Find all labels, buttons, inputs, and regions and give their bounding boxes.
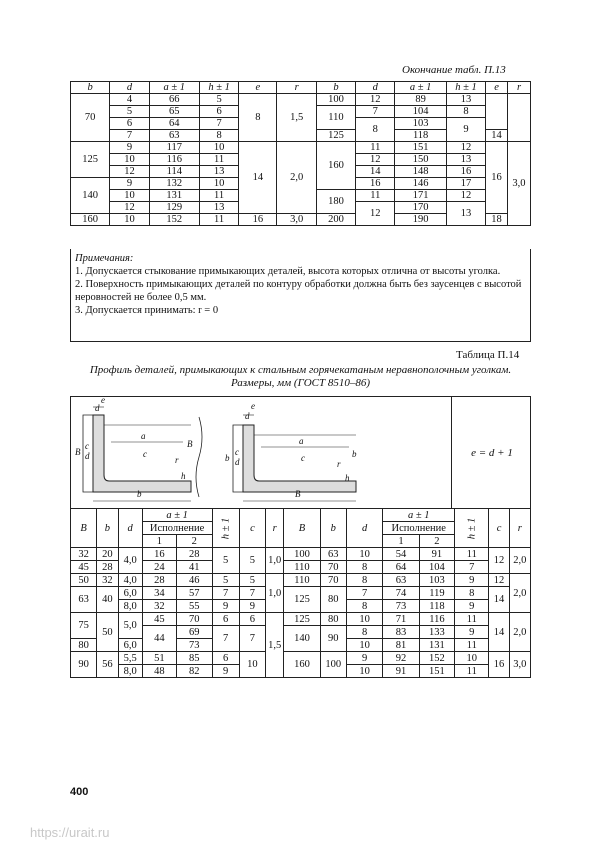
cell: 12 xyxy=(489,548,509,574)
cell: 7 xyxy=(110,130,149,142)
cell: 125 xyxy=(71,142,110,178)
table-p13 xyxy=(70,81,531,226)
dim-d: d xyxy=(235,457,240,467)
cell: 10 xyxy=(199,142,238,154)
cell: 10 xyxy=(346,613,382,626)
cell: 75 xyxy=(71,613,97,639)
cell: 46 xyxy=(177,574,212,587)
cell: 57 xyxy=(177,587,212,600)
cell: 13 xyxy=(446,94,485,106)
col-header: B xyxy=(284,509,320,548)
cell: 12 xyxy=(356,154,395,166)
cell: 146 xyxy=(395,178,446,190)
cell: 14 xyxy=(489,613,509,652)
cell: 63 xyxy=(320,548,346,561)
cell: 9 xyxy=(110,178,149,190)
cell: 148 xyxy=(395,166,446,178)
cell: 82 xyxy=(177,665,212,678)
cell: 16 xyxy=(239,214,277,226)
cell: 89 xyxy=(395,94,446,106)
cell: 66 xyxy=(149,94,199,106)
dim-d: d xyxy=(85,451,90,461)
cell: 1,5 xyxy=(277,94,316,142)
cell: 8 xyxy=(356,118,395,142)
col-header: r xyxy=(277,82,316,94)
cell: 16 xyxy=(446,166,485,178)
table-row xyxy=(71,142,531,154)
dim-r: r xyxy=(337,459,341,469)
cell: 151 xyxy=(419,665,454,678)
cell: 12 xyxy=(356,202,395,226)
cell: 11 xyxy=(455,548,489,561)
cell: 32 xyxy=(71,548,97,561)
cell: 50 xyxy=(71,574,97,587)
cell: 8 xyxy=(346,574,382,587)
dim-d: d xyxy=(95,403,100,413)
cell: 5 xyxy=(199,94,238,106)
cell: 4,0 xyxy=(118,574,142,587)
cell: 85 xyxy=(177,652,212,665)
cell: 6 xyxy=(212,613,239,626)
cell: 9 xyxy=(446,118,485,142)
cell: 152 xyxy=(419,652,454,665)
watermark[interactable]: https://urait.ru xyxy=(30,825,110,840)
cell: 80 xyxy=(320,613,346,626)
cell: 11 xyxy=(455,665,489,678)
cell: 14 xyxy=(356,166,395,178)
cell: 160 xyxy=(71,214,110,226)
cell: 91 xyxy=(383,665,419,678)
col-header: Исполнение xyxy=(383,522,455,535)
cell: 6 xyxy=(199,106,238,118)
cell: 10 xyxy=(239,652,265,678)
cell: 118 xyxy=(419,600,454,613)
col-header: B xyxy=(71,509,97,548)
dim-e: e xyxy=(101,397,105,405)
note-1: 1. Допускается стыкование примыкающих деталей, высота которых отлична от высоты уголка. xyxy=(75,266,501,277)
cell: 160 xyxy=(316,142,355,190)
cell: 12 xyxy=(356,94,395,106)
cell: 73 xyxy=(177,639,212,652)
col-header: c xyxy=(239,509,265,548)
cell: 2,0 xyxy=(509,613,530,652)
cell: 13 xyxy=(446,202,485,226)
cell: 103 xyxy=(419,574,454,587)
cell: 48 xyxy=(142,665,176,678)
col-header: a ± 1 xyxy=(149,82,199,94)
cell: 11 xyxy=(199,190,238,202)
table-p14 xyxy=(70,508,531,678)
cell: 100 xyxy=(320,652,346,678)
cell: 41 xyxy=(177,561,212,574)
cell: 151 xyxy=(395,142,446,154)
col-header xyxy=(455,509,489,548)
table-row xyxy=(71,94,531,106)
col-header: h ± 1 xyxy=(199,82,238,94)
col-header: a ± 1 xyxy=(395,82,446,94)
cell: 70 xyxy=(71,94,110,142)
cell: 63 xyxy=(71,587,97,613)
col-header: 2 xyxy=(419,535,454,548)
cell: 150 xyxy=(395,154,446,166)
cell: 2,0 xyxy=(277,142,316,214)
cell: 6,0 xyxy=(118,587,142,600)
cell: 9 xyxy=(346,652,382,665)
cell: 104 xyxy=(395,106,446,118)
cell: 11 xyxy=(356,142,395,154)
cell: 1,0 xyxy=(266,574,284,613)
cell: 160 xyxy=(284,652,320,678)
cell: 14 xyxy=(239,142,277,214)
cell: 116 xyxy=(149,154,199,166)
cell: 116 xyxy=(419,613,454,626)
cell: 10 xyxy=(346,548,382,561)
cell: 16 xyxy=(486,142,508,214)
col-header: b xyxy=(316,82,355,94)
cell: 8 xyxy=(199,130,238,142)
cell: 63 xyxy=(149,130,199,142)
dim-d: d xyxy=(245,411,250,421)
cell: 64 xyxy=(149,118,199,130)
col-header: b xyxy=(320,509,346,548)
cell: 10 xyxy=(346,665,382,678)
dim-b: b xyxy=(225,453,230,463)
col-header: Исполнение xyxy=(142,522,212,535)
cell: 7 xyxy=(212,587,239,600)
cell: 12 xyxy=(446,190,485,202)
notes-title: Примечания: xyxy=(75,253,134,264)
cell: 65 xyxy=(149,106,199,118)
cell: 16 xyxy=(142,548,176,561)
col-header: d xyxy=(110,82,149,94)
cell: 34 xyxy=(142,587,176,600)
col-header: r xyxy=(266,509,284,548)
col-header: d xyxy=(118,509,142,548)
cell: 103 xyxy=(395,118,446,130)
cell: 16 xyxy=(489,652,509,678)
cell: 140 xyxy=(284,626,320,652)
cell: 3,0 xyxy=(509,652,530,678)
page-number: 400 xyxy=(70,786,89,798)
cell: 55 xyxy=(177,600,212,613)
note-3: 3. Допускается принимать: r = 0 xyxy=(75,305,219,316)
col-header: d xyxy=(346,509,382,548)
cell: 18 xyxy=(486,214,508,226)
cell: 11 xyxy=(455,639,489,652)
cell: 9 xyxy=(455,574,489,587)
cell: 7 xyxy=(199,118,238,130)
dim-b: b xyxy=(352,449,357,459)
cell: 28 xyxy=(142,574,176,587)
cell: 44 xyxy=(142,626,176,652)
cell: 9 xyxy=(110,142,149,154)
cell: 5,0 xyxy=(118,613,142,639)
cell: 104 xyxy=(419,561,454,574)
cell: 12 xyxy=(110,166,149,178)
cell: 8 xyxy=(346,561,382,574)
col-header: e xyxy=(486,82,508,94)
cell: 50 xyxy=(97,613,118,652)
cell: 5 xyxy=(212,574,239,587)
cell: 3,0 xyxy=(277,214,316,226)
col-header: e xyxy=(239,82,277,94)
cell: 114 xyxy=(149,166,199,178)
cell: 117 xyxy=(149,142,199,154)
cell: 92 xyxy=(383,652,419,665)
formula: e = d + 1 xyxy=(471,447,513,459)
cell: 9 xyxy=(212,600,239,613)
cell: 7 xyxy=(455,561,489,574)
cell: 171 xyxy=(395,190,446,202)
cell: 9 xyxy=(212,665,239,678)
cell: 110 xyxy=(316,106,355,130)
cell: 14 xyxy=(489,587,509,613)
cell: 11 xyxy=(455,613,489,626)
cell: 8 xyxy=(455,587,489,600)
cell: 180 xyxy=(316,190,355,214)
cell: 140 xyxy=(71,178,110,214)
cell: 4,0 xyxy=(118,548,142,574)
col-header: 1 xyxy=(142,535,176,548)
cell: 69 xyxy=(177,626,212,639)
cell: 10 xyxy=(110,154,149,166)
cell: 8 xyxy=(446,106,485,118)
cell: 28 xyxy=(177,548,212,561)
cell: 11 xyxy=(199,154,238,166)
col-header: c xyxy=(489,509,509,548)
cell: 131 xyxy=(149,190,199,202)
cell: 20 xyxy=(97,548,118,561)
cell: 7 xyxy=(239,626,265,652)
cell: 8 xyxy=(346,600,382,613)
cell: 80 xyxy=(71,639,97,652)
col-header xyxy=(212,509,239,548)
cell: 125 xyxy=(284,587,320,613)
table-caption: Профиль деталей, примыкающих к стальным горячекатаным неравнополочным уголкам. Размеры, мм (ГОСТ 8510–86) xyxy=(89,364,512,389)
col-header: b xyxy=(97,509,118,548)
cell: 45 xyxy=(142,613,176,626)
cell: 9 xyxy=(239,600,265,613)
cell: 118 xyxy=(395,130,446,142)
dim-c: c xyxy=(235,447,239,457)
cell: 64 xyxy=(383,561,419,574)
cell: 10 xyxy=(455,652,489,665)
cell: 91 xyxy=(419,548,454,561)
cell: 90 xyxy=(320,626,346,652)
col-header: h ± 1 xyxy=(446,82,485,94)
cell: 32 xyxy=(142,600,176,613)
continuation-title: Окончание табл. П.13 xyxy=(402,64,506,76)
cell: 7 xyxy=(212,626,239,652)
cell: 16 xyxy=(356,178,395,190)
dim-r: r xyxy=(175,455,179,465)
cell: 13 xyxy=(199,202,238,214)
cell: 3,0 xyxy=(507,142,530,226)
cell: 2,0 xyxy=(509,574,530,613)
table-header-row xyxy=(71,82,531,94)
col-header: b xyxy=(71,82,110,94)
table-row xyxy=(71,574,531,587)
cell: 6,0 xyxy=(118,639,142,652)
dim-e: e xyxy=(251,401,255,411)
cell: 7 xyxy=(356,106,395,118)
dim-B: B xyxy=(295,489,301,499)
cell: 6 xyxy=(110,118,149,130)
table-row xyxy=(71,548,531,561)
cell: 11 xyxy=(356,190,395,202)
cell: 8,0 xyxy=(118,665,142,678)
dim-h: h xyxy=(181,471,186,481)
dim-c: c xyxy=(85,441,89,451)
cell: 70 xyxy=(177,613,212,626)
cell: 6 xyxy=(239,613,265,626)
cell: 5 xyxy=(239,548,265,574)
cell: 70 xyxy=(320,574,346,587)
cell: 71 xyxy=(383,613,419,626)
cell: 170 xyxy=(395,202,446,214)
cell: 74 xyxy=(383,587,419,600)
cell: 7 xyxy=(239,587,265,600)
cell: 17 xyxy=(446,178,485,190)
col-header: 1 xyxy=(383,535,419,548)
notes-block xyxy=(70,249,531,342)
angle-profile-right xyxy=(221,397,371,509)
cell: 9 xyxy=(455,626,489,639)
table-header-row xyxy=(71,509,531,522)
cell: 12 xyxy=(446,142,485,154)
cell: 90 xyxy=(71,652,97,678)
cell: 125 xyxy=(284,613,320,626)
cell: 11 xyxy=(199,214,238,226)
cell: 81 xyxy=(383,639,419,652)
col-header: a ± 1 xyxy=(383,509,455,522)
dim-a: a xyxy=(141,431,146,441)
cell: 200 xyxy=(316,214,355,226)
cell: 2,0 xyxy=(509,548,530,574)
cell: 125 xyxy=(316,130,355,142)
col-header: r xyxy=(509,509,530,548)
cell: 24 xyxy=(142,561,176,574)
dim-B: B xyxy=(187,439,193,449)
cell: 32 xyxy=(97,574,118,587)
cell: 28 xyxy=(97,561,118,574)
cell: 5 xyxy=(212,548,239,574)
cell: 8 xyxy=(239,94,277,142)
dim-a: a xyxy=(299,436,304,446)
table-row xyxy=(71,587,531,600)
col-header: d xyxy=(356,82,395,94)
cell: 132 xyxy=(149,178,199,190)
cell: 110 xyxy=(284,574,320,587)
dim-h: h xyxy=(345,473,350,483)
cell: 8 xyxy=(346,626,382,639)
cell: 70 xyxy=(320,561,346,574)
cell: 56 xyxy=(97,652,118,678)
cell: 110 xyxy=(284,561,320,574)
h-header-vertical: h ± 1 xyxy=(220,517,232,539)
cell: 45 xyxy=(71,561,97,574)
cell: 83 xyxy=(383,626,419,639)
table-label: Таблица П.14 xyxy=(456,349,520,361)
cell: 14 xyxy=(486,130,508,142)
h-header-vertical: h ± 1 xyxy=(466,517,478,539)
cell: 63 xyxy=(383,574,419,587)
cell: 152 xyxy=(149,214,199,226)
table-row xyxy=(71,652,531,665)
cell: 9 xyxy=(455,600,489,613)
cell: 80 xyxy=(320,587,346,613)
diagram-box xyxy=(70,396,531,509)
cell: 5,5 xyxy=(118,652,142,665)
cell: 10 xyxy=(110,214,149,226)
cell: 40 xyxy=(97,587,118,613)
cell: 73 xyxy=(383,600,419,613)
cell: 12 xyxy=(110,202,149,214)
cell: 129 xyxy=(149,202,199,214)
cell xyxy=(507,94,530,142)
cell: 1,5 xyxy=(266,613,284,678)
cell: 12 xyxy=(489,574,509,587)
cell: 8,0 xyxy=(118,600,142,613)
cell: 100 xyxy=(316,94,355,106)
cell: 54 xyxy=(383,548,419,561)
col-header: a ± 1 xyxy=(142,509,212,522)
cell: 5 xyxy=(110,106,149,118)
cell: 5 xyxy=(239,574,265,587)
cell: 13 xyxy=(446,154,485,166)
cell: 119 xyxy=(419,587,454,600)
cell: 1,0 xyxy=(266,548,284,574)
cell xyxy=(486,94,508,130)
col-header: 2 xyxy=(177,535,212,548)
angle-profile-left xyxy=(71,397,221,509)
cell: 133 xyxy=(419,626,454,639)
table-row xyxy=(71,613,531,626)
cell: 10 xyxy=(346,639,382,652)
cell: 4 xyxy=(110,94,149,106)
cell: 190 xyxy=(395,214,446,226)
note-2: 2. Поверхность примыкающих деталей по контуру обработки должна быть без заусенцев с высотой неровностей не более 0,5 мм. xyxy=(75,279,522,303)
dim-b: b xyxy=(137,489,142,499)
cell: 6 xyxy=(212,652,239,665)
dim-c: c xyxy=(301,453,305,463)
cell: 51 xyxy=(142,652,176,665)
cell: 10 xyxy=(199,178,238,190)
dim-c: c xyxy=(143,449,147,459)
col-header: r xyxy=(507,82,530,94)
cell: 10 xyxy=(110,190,149,202)
cell: 7 xyxy=(346,587,382,600)
dim-B: B xyxy=(75,447,81,457)
cell: 13 xyxy=(199,166,238,178)
cell: 100 xyxy=(284,548,320,561)
cell: 131 xyxy=(419,639,454,652)
